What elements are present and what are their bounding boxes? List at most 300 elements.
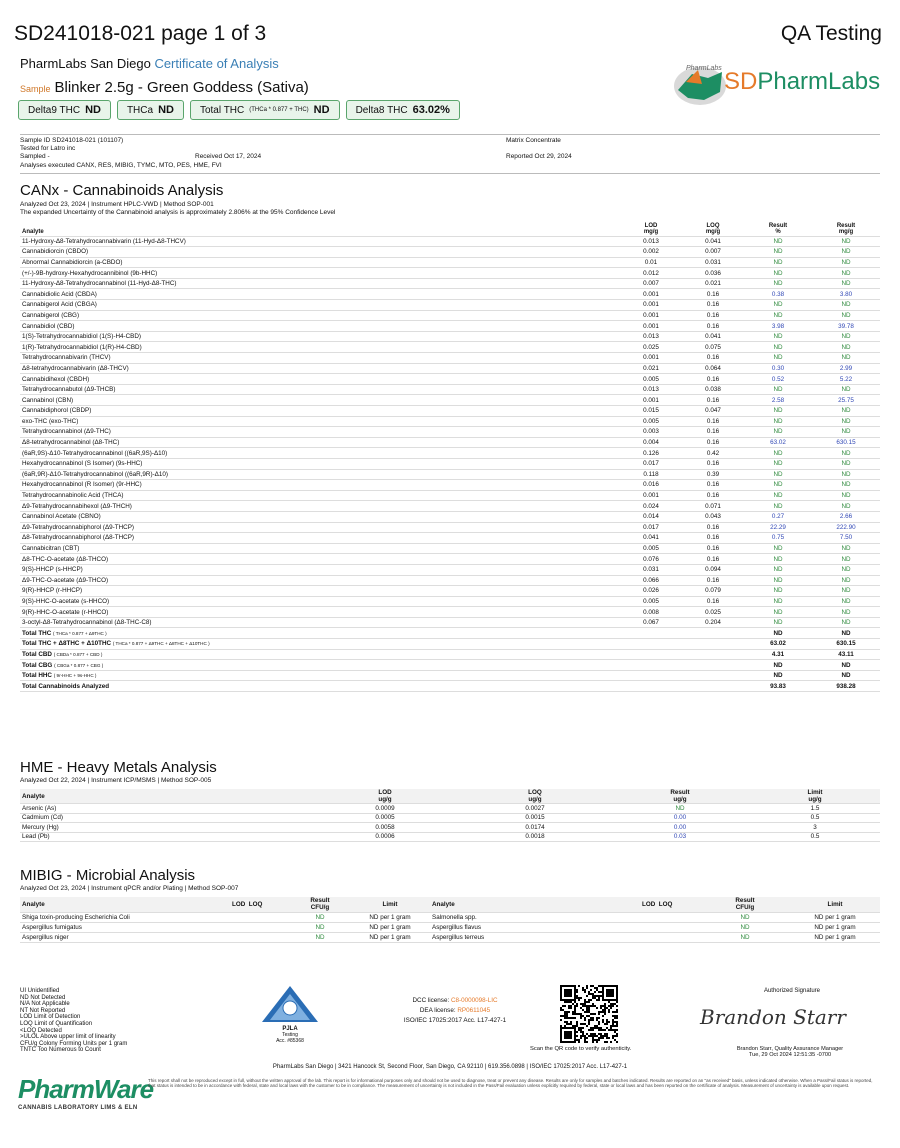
- value-cell: 0.16: [706, 597, 720, 605]
- value-cell: 0.16: [706, 301, 720, 309]
- total-formula: ( CBGa * 0.877 + CBG ): [54, 662, 104, 668]
- analyte-cell: Cannabidiol (CBD): [22, 322, 75, 330]
- table-row: [20, 564, 880, 575]
- analyte-cell: (+/-)-9B-hydroxy-Hexahydrocannibinol (9b-HHC): [22, 269, 158, 277]
- analyte-cell: Mercury (Hg): [22, 823, 59, 831]
- analyte-cell: Hexahydrocannabinol (R Isomer) (9r-HHC): [22, 481, 142, 489]
- value-cell: ND: [841, 481, 851, 489]
- svg-text:PharmLabs: PharmLabs: [686, 65, 722, 72]
- value-cell: 0.005: [643, 375, 659, 383]
- total-name: Total THC + Δ8THC + Δ10THC: [22, 640, 112, 648]
- qr-code-icon[interactable]: [560, 985, 618, 1043]
- table-row: [20, 511, 880, 522]
- analyte-cell: Cannabicitran (CBT): [22, 545, 80, 553]
- value-cell: ND: [773, 258, 783, 266]
- value-cell: 222.90: [836, 523, 856, 531]
- value-cell: 0.047: [705, 407, 721, 415]
- total-value: 938.28: [836, 682, 856, 690]
- value-cell: ND: [773, 248, 783, 256]
- value-cell: ND: [773, 619, 783, 627]
- value-cell: 0.0009: [375, 804, 395, 812]
- legend-item: CFU/g Colony Forming Units per 1 gram: [20, 1040, 128, 1047]
- summary-badge: [117, 100, 184, 120]
- analyte-cell: 11-Hydroxy-Δ8-Tetrahydrocannabivarin (11-Hyd-Δ8-THCV): [22, 237, 186, 245]
- table-row: [20, 427, 880, 438]
- analyte-cell: Cannabigerol (CBG): [22, 311, 80, 319]
- col-limit: Limit ug/g: [807, 789, 823, 803]
- value-cell: 0.16: [706, 375, 720, 383]
- value-cell: ND: [773, 566, 783, 574]
- value-cell: ND: [841, 492, 851, 500]
- value-cell: ND: [841, 343, 851, 351]
- value-cell: 0.025: [643, 343, 659, 351]
- analyte-cell: Cannabidiolic Acid (CBDA): [22, 290, 97, 298]
- table-row: [20, 922, 880, 932]
- value-cell: 0.001: [643, 301, 659, 309]
- total-name: Total Cannabinoids Analyzed: [22, 682, 110, 690]
- signature: Brandon Starr: [700, 1005, 846, 1029]
- value-cell: 0.16: [706, 290, 720, 298]
- value-cell: 0.005: [643, 545, 659, 553]
- value-cell: 0.015: [643, 407, 659, 415]
- qr-caption: Scan the QR code to verify authenticity.: [530, 1046, 632, 1052]
- legend-item: NT Not Reported: [20, 1007, 66, 1014]
- value-cell: 0.16: [706, 311, 720, 319]
- legend-item: UI Unidentified: [20, 988, 60, 994]
- table-row: [20, 331, 880, 342]
- value-cell: 0.5: [810, 814, 820, 822]
- table-row: [20, 278, 880, 289]
- value-cell: 0.52: [771, 375, 785, 383]
- total-row: [20, 670, 880, 681]
- table-row: [20, 832, 880, 842]
- value-cell: 0.38: [771, 290, 785, 298]
- pharmware-logo: PharmWare CANNABIS LABORATORY LIMS & ELN: [18, 1074, 154, 1111]
- value-cell: 0.00: [673, 823, 687, 831]
- value-cell: 0.204: [705, 619, 721, 627]
- document-type: QA Testing: [780, 22, 882, 45]
- value-cell: 2.66: [839, 513, 853, 521]
- value-cell: 0.01: [644, 258, 658, 266]
- total-formula: ( CBDa * 0.877 + CBD ): [53, 651, 103, 657]
- value-cell: Shiga toxin-producing Escherichia Coli: [22, 913, 130, 921]
- value-cell: 0.42: [706, 449, 720, 457]
- table-row: [20, 932, 880, 942]
- value-cell: Salmonella spp.: [432, 913, 477, 921]
- col-lod: LOD ug/g: [378, 789, 392, 803]
- table-row: [20, 395, 880, 406]
- canx-subtitle: Analyzed Oct 23, 2024 | Instrument HPLC-VWD | Method SOP-001 The expanded Uncertainty of the Cannabinoid analysis is approximately 2.806% at the 95% Confidence Level: [20, 201, 336, 216]
- table-row: [20, 321, 880, 332]
- value-cell: 0.021: [643, 364, 659, 372]
- summary-badges: [18, 100, 460, 120]
- value-cell: 0.001: [643, 311, 659, 319]
- value-cell: ND: [841, 407, 851, 415]
- summary-label: Delta9 THC: [28, 104, 81, 116]
- analyte-cell: 9(R)-HHCP (r-HHCP): [22, 587, 83, 595]
- value-cell: 0.0058: [375, 823, 395, 831]
- abbreviation-legend: [20, 988, 170, 1054]
- analyte-cell: 3-octyl-Δ8-Tetrahydrocannabinol (Δ8-THC-C8): [22, 619, 152, 627]
- total-label: [20, 670, 744, 681]
- value-cell: ND: [841, 555, 851, 563]
- value-cell: ND: [773, 587, 783, 595]
- value-cell: 0.001: [643, 354, 659, 362]
- value-cell: ND: [773, 470, 783, 478]
- value-cell: 0.017: [643, 460, 659, 468]
- analyte-cell: Cannabidiorcin (CBDO): [22, 248, 89, 256]
- value-cell: ND per 1 gram: [369, 923, 411, 931]
- analyte-cell: Hexahydrocannabinol (S Isomer) (9s-HHC): [22, 460, 143, 468]
- table-row: [20, 310, 880, 321]
- value-cell: ND: [773, 460, 783, 468]
- legend-item: LOD Limit of Detection: [20, 1014, 81, 1021]
- value-cell: 39.78: [838, 322, 854, 330]
- value-cell: ND: [841, 386, 851, 394]
- value-cell: ND: [841, 608, 851, 616]
- value-cell: 0.0018: [525, 833, 545, 841]
- value-cell: Aspergillus niger: [22, 933, 69, 941]
- analyte-cell: 9(R)-HHC-O-acetate (r-HHCO): [22, 608, 109, 616]
- value-cell: 0.16: [706, 396, 720, 404]
- value-cell: 3.98: [771, 322, 785, 330]
- legend-item: ND Not Detected: [20, 994, 66, 1001]
- analyte-cell: Cannabigerol Acid (CBGA): [22, 301, 97, 309]
- value-cell: ND: [773, 481, 783, 489]
- legend-item: N/A Not Applicable: [20, 1001, 70, 1008]
- value-cell: 0.066: [643, 576, 659, 584]
- value-cell: 0.16: [706, 417, 720, 425]
- table-row: [20, 353, 880, 364]
- value-cell: ND: [841, 417, 851, 425]
- pjla-badge: PJLA Testing Acc. #85368: [248, 984, 332, 1044]
- analyte-cell: 9(S)-HHC-O-acetate (s-HHCO): [22, 597, 110, 605]
- col-loq: LOQ mg/g: [705, 222, 721, 235]
- summary-label: Total THC: [199, 104, 245, 116]
- value-cell: 0.03: [673, 833, 687, 841]
- table-row: [20, 363, 880, 374]
- value-cell: 2.58: [771, 396, 785, 404]
- table-row: [20, 416, 880, 427]
- value-cell: 0.001: [643, 290, 659, 298]
- value-cell: ND: [773, 237, 783, 245]
- table-row: [20, 575, 880, 586]
- analyte-cell: (6aR,9R)-Δ10-Tetrahydrocannabinol ((6aR,9R)-Δ10): [22, 470, 168, 478]
- table-row: [20, 501, 880, 512]
- value-cell: 25.75: [838, 396, 854, 404]
- signature-label: Authorized Signature: [763, 988, 821, 994]
- table-row: [20, 586, 880, 597]
- value-cell: ND: [841, 449, 851, 457]
- value-cell: 2.99: [839, 364, 853, 372]
- table-row: [20, 469, 880, 480]
- pjla-triangle-icon: [260, 984, 320, 1024]
- col-result: Result CFU/g: [310, 897, 330, 912]
- value-cell: ND: [773, 386, 783, 394]
- empty-cell: [640, 912, 700, 922]
- value-cell: 0.021: [705, 280, 721, 288]
- value-cell: 0.002: [643, 248, 659, 256]
- total-value: ND: [841, 629, 851, 637]
- value-cell: 0.041: [705, 333, 721, 341]
- analyte-cell: Cadmium (Cd): [22, 814, 63, 822]
- value-cell: 0.017: [643, 523, 659, 531]
- total-formula: ( 9r-HHC + 9s-HHC ): [53, 673, 97, 679]
- col-result: Result ug/g: [670, 789, 690, 803]
- legend-item: <LOQ Detected: [20, 1027, 62, 1034]
- value-cell: 5.22: [839, 375, 853, 383]
- value-cell: ND: [841, 354, 851, 362]
- value-cell: 0.005: [643, 417, 659, 425]
- analyte-cell: 1(S)-Tetrahydrocannabidiol (1(S)-H4-CBD): [22, 333, 141, 341]
- value-cell: ND: [841, 619, 851, 627]
- value-cell: ND: [773, 311, 783, 319]
- value-cell: ND: [315, 933, 325, 941]
- value-cell: 0.012: [643, 269, 659, 277]
- value-cell: ND: [841, 587, 851, 595]
- value-cell: ND: [841, 333, 851, 341]
- value-cell: 0.036: [705, 269, 721, 277]
- total-value: 43.11: [838, 650, 854, 658]
- col-analyte-2: Analyte: [432, 900, 455, 908]
- analyte-cell: Δ9-Tetrahydrocannabiphorol (Δ9-THCP): [22, 523, 135, 531]
- col-result-mgg: Result mg/g: [836, 222, 856, 235]
- total-row: [20, 639, 880, 650]
- received: Received Oct 17, 2024: [195, 153, 262, 161]
- value-cell: ND per 1 gram: [814, 913, 856, 921]
- mic-subtitle: Analyzed Oct 23, 2024 | Instrument qPCR and/or Plating | Method SOP-007: [20, 885, 239, 892]
- value-cell: 0.27: [771, 513, 785, 521]
- analyte-cell: Tetrahydrocannabutol (Δ9-THCB): [22, 386, 116, 394]
- value-cell: 0.075: [705, 343, 721, 351]
- table-row: [20, 384, 880, 395]
- table-row: [20, 480, 880, 491]
- value-cell: ND: [315, 923, 325, 931]
- analyte-cell: Cannabinol (CBN): [22, 396, 74, 404]
- col-analyte: Analyte: [22, 229, 44, 235]
- empty-cell: [230, 912, 290, 922]
- value-cell: 0.16: [706, 576, 720, 584]
- total-label: [20, 681, 744, 692]
- value-cell: 0.004: [643, 439, 659, 447]
- value-cell: 0.024: [643, 502, 659, 510]
- total-row: [20, 660, 880, 671]
- value-cell: ND: [773, 280, 783, 288]
- total-name: Total THC: [22, 629, 52, 637]
- table-row: [20, 257, 880, 268]
- legend-item: >ULOL Above upper limit of linearity: [20, 1034, 116, 1041]
- value-cell: ND: [841, 258, 851, 266]
- value-cell: ND: [841, 545, 851, 553]
- cannabinoids-table: [20, 222, 880, 692]
- total-value: ND: [773, 629, 783, 637]
- col-limit-2: Limit: [827, 900, 843, 908]
- reported: Reported Oct 29, 2024: [506, 153, 572, 161]
- summary-value: ND: [85, 104, 101, 116]
- value-cell: ND per 1 gram: [369, 913, 411, 921]
- disclaimer: This report shall not be reproduced except in full, without the written approval of the lab. This report is for informational purposes only and should not be used to diagnose, treat or prevent any disease. Results are only for samples and batches indicated. Results are reported on an "as received" basis, unless indicated otherwise. When a Pass/Fail status is reported, that status is intended to be in accordance with federal, state and local laws with the customer to be in compliance. The measurement of uncertainty is not included in the Pass/Fail evaluation unless explicitly required by federal, state or local laws and has been reported on the certificate of analysis. Measurement of uncertainty is available upon request.: [148, 1078, 873, 1089]
- analyte-cell: Tetrahydrocannabinol (Δ9-THC): [22, 428, 111, 436]
- value-cell: ND: [841, 576, 851, 584]
- table-row: [20, 374, 880, 385]
- value-cell: ND: [740, 913, 750, 921]
- table-row: [20, 268, 880, 279]
- empty-cell: [640, 922, 700, 932]
- value-cell: 0.038: [705, 386, 721, 394]
- sample-name: Blinker 2.5g - Green Goddess (Sativa): [54, 79, 309, 96]
- value-cell: ND: [773, 597, 783, 605]
- value-cell: ND: [841, 502, 851, 510]
- analyte-cell: Cannabidihexol (CBDH): [22, 375, 90, 383]
- value-cell: 0.16: [706, 523, 720, 531]
- empty-cell: [230, 932, 290, 942]
- summary-value: ND: [158, 104, 174, 116]
- col-loq: LOQ ug/g: [528, 789, 542, 803]
- table-row: [20, 607, 880, 618]
- value-cell: ND: [773, 449, 783, 457]
- value-cell: ND: [773, 354, 783, 362]
- table-row: [20, 342, 880, 353]
- value-cell: 7.50: [839, 534, 853, 542]
- table-row: [20, 912, 880, 922]
- analyte-cell: 9(S)-HHCP (s-HHCP): [22, 566, 83, 574]
- col-analyte: Analyte: [22, 792, 45, 800]
- value-cell: 0.75: [771, 534, 785, 542]
- coa-label: Certificate of Analysis: [154, 56, 279, 71]
- value-cell: 0.16: [706, 545, 720, 553]
- value-cell: 0.0027: [525, 804, 545, 812]
- total-value: 630.15: [836, 640, 856, 648]
- value-cell: 0.026: [643, 587, 659, 595]
- mic-title: MIBIG - Microbial Analysis: [20, 867, 196, 884]
- value-cell: ND: [315, 913, 325, 921]
- table-row: [20, 543, 880, 554]
- table-row: [20, 406, 880, 417]
- value-cell: ND per 1 gram: [814, 933, 856, 941]
- value-cell: Aspergillus flavus: [432, 923, 481, 931]
- value-cell: ND: [841, 428, 851, 436]
- table-row: [20, 300, 880, 311]
- analyte-cell: Δ9-THC-O-acetate (Δ9-THCO): [22, 576, 109, 584]
- total-label: [20, 649, 744, 660]
- value-cell: ND: [841, 311, 851, 319]
- value-cell: ND: [841, 237, 851, 245]
- value-cell: 0.118: [643, 470, 659, 478]
- value-cell: 0.0015: [525, 814, 545, 822]
- lab-address: PharmLabs San Diego | 3421 Hancock St, Second Floor, San Diego, CA 92110 | 619.356.0898 | ISO/IEC 17025:2017 Acc. L17-427-1: [272, 1064, 628, 1070]
- value-cell: 0.041: [643, 534, 659, 542]
- value-cell: ND: [773, 333, 783, 341]
- value-cell: 0.001: [643, 492, 659, 500]
- value-cell: 0.013: [643, 386, 659, 394]
- value-cell: ND: [740, 933, 750, 941]
- analyte-cell: 11-Hydroxy-Δ8-Tetrahydrocannabinol (11-Hyd-Δ8-THC): [22, 280, 177, 288]
- value-cell: 0.094: [705, 566, 721, 574]
- signer-info: Brandon Starr, Quality Assurance Manager Tue, 29 Oct 2024 12:51:35 -0700: [736, 1046, 844, 1059]
- value-cell: 0.025: [705, 608, 721, 616]
- lab-name: PharmLabs San Diego: [20, 56, 151, 71]
- table-row: [20, 596, 880, 607]
- summary-badge: [18, 100, 111, 120]
- empty-cell: [230, 922, 290, 932]
- table-row: [20, 804, 880, 814]
- value-cell: ND: [773, 407, 783, 415]
- col-result-pct: Result %: [768, 222, 788, 235]
- value-cell: ND: [773, 555, 783, 563]
- value-cell: 0.16: [706, 534, 720, 542]
- summary-label: Delta8 THC: [355, 104, 408, 116]
- value-cell: 1.5: [810, 804, 820, 812]
- col-analyte: Analyte: [22, 900, 45, 908]
- table-row: [20, 490, 880, 501]
- analyte-cell: (6aR,9S)-Δ10-Tetrahydrocannabinol ((6aR,9S)-Δ10): [22, 449, 168, 457]
- analyte-cell: Lead (Pb): [22, 833, 50, 841]
- hme-title: HME - Heavy Metals Analysis: [20, 759, 217, 776]
- col-lod: LOD mg/g: [643, 222, 659, 235]
- value-cell: 3: [813, 823, 817, 831]
- value-cell: 63.02: [770, 439, 786, 447]
- value-cell: ND: [773, 608, 783, 616]
- value-cell: ND: [675, 804, 685, 812]
- analyte-cell: Tetrahydrocannabivarin (THCV): [22, 354, 111, 362]
- value-cell: Aspergillus terreus: [432, 933, 485, 941]
- table-row: [20, 448, 880, 459]
- table-row: [20, 554, 880, 565]
- table-row: [20, 247, 880, 258]
- table-row: [20, 437, 880, 448]
- value-cell: 22.29: [770, 523, 786, 531]
- value-cell: Aspergillus fumigatus: [22, 923, 82, 931]
- value-cell: ND: [773, 343, 783, 351]
- analyses-executed: Analyses executed CANX, RES, MIBIG, TYMC, MTO, PES, HME, FVI: [20, 161, 222, 169]
- value-cell: 630.15: [836, 439, 856, 447]
- logo-text: SDPharmLabs: [724, 68, 881, 95]
- sample-metadata: [20, 134, 880, 174]
- table-row: [20, 236, 880, 247]
- value-cell: ND: [841, 470, 851, 478]
- value-cell: 3.80: [839, 290, 853, 298]
- col-limit: Limit: [382, 900, 398, 908]
- value-cell: 0.005: [643, 597, 659, 605]
- total-label: [20, 660, 744, 671]
- value-cell: 0.079: [705, 587, 721, 595]
- value-cell: 0.39: [706, 470, 720, 478]
- value-cell: ND: [740, 923, 750, 931]
- value-cell: ND: [841, 597, 851, 605]
- total-row: [20, 681, 880, 692]
- value-cell: ND: [773, 269, 783, 277]
- license-info: DCC license: C8-0000098-LIC DEA license: RP0611045 ISO/IEC 17025:2017 Acc. L17-427-1: [403, 997, 507, 1024]
- total-formula: ( THCa * 0.877 + Δ9THC ): [53, 630, 107, 636]
- value-cell: 0.16: [706, 481, 720, 489]
- value-cell: ND: [841, 566, 851, 574]
- summary-label: THCa: [126, 104, 154, 116]
- summary-badge: [190, 100, 340, 120]
- value-cell: 0.5: [810, 833, 820, 841]
- lab-line: [20, 56, 279, 71]
- value-cell: 0.031: [705, 258, 721, 266]
- value-cell: ND: [841, 460, 851, 468]
- sample-label: Sample: [20, 84, 51, 94]
- analyte-cell: Δ9-Tetrahydrocannabihexol (Δ9-THCH): [22, 502, 132, 510]
- value-cell: 0.071: [705, 502, 721, 510]
- hme-subtitle: Analyzed Oct 22, 2024 | Instrument ICP/MSMS | Method SOP-005: [20, 777, 212, 784]
- value-cell: 0.007: [705, 248, 721, 256]
- value-cell: 0.041: [705, 237, 721, 245]
- canx-title: CANx - Cannabinoids Analysis: [20, 182, 224, 199]
- value-cell: 0.013: [643, 333, 659, 341]
- analyte-cell: Abnormal Cannabidiorcin (a-CBDO): [22, 258, 123, 266]
